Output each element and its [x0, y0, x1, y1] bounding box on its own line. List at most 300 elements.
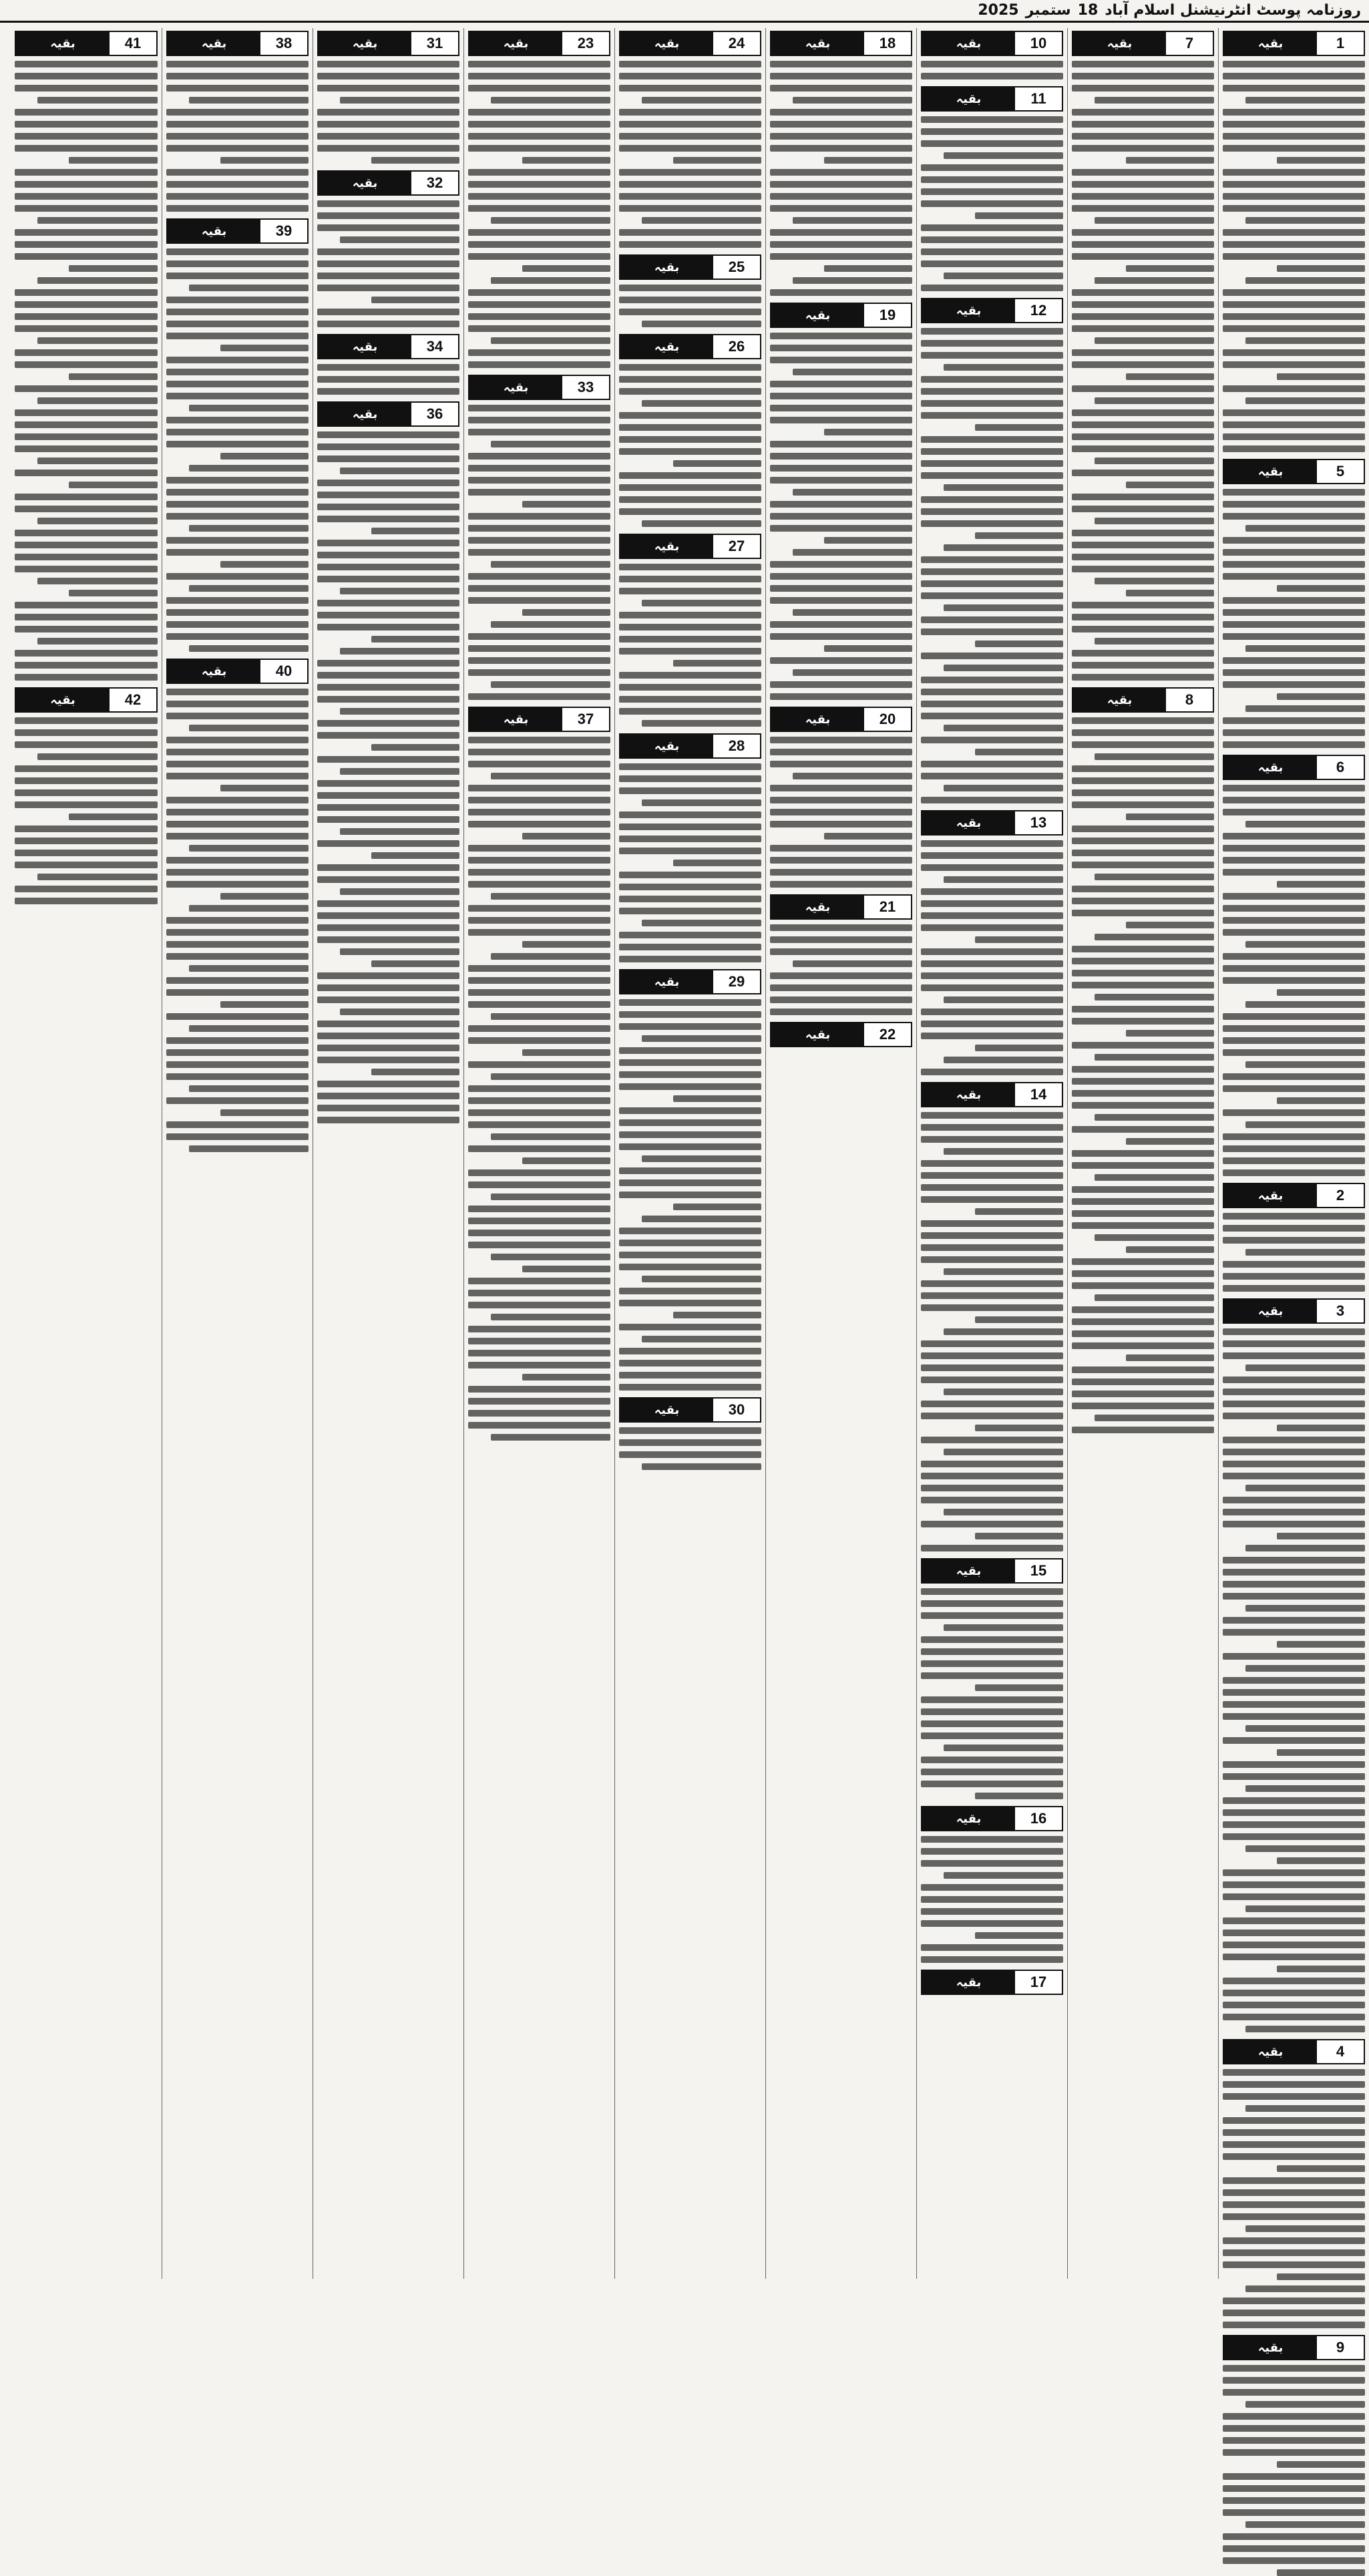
- continuation-block: [1223, 752, 1365, 1176]
- text-line: [1072, 1042, 1214, 1049]
- text-line: [468, 1206, 610, 1212]
- text-line: [37, 753, 158, 760]
- column-7: [313, 28, 463, 2279]
- text-line: [1223, 1413, 1365, 1419]
- continuation-label: بقیہ: [168, 220, 260, 242]
- text-line: [1277, 1966, 1365, 1972]
- text-line: [770, 681, 912, 688]
- text-line: [1223, 1389, 1365, 1395]
- text-line: [619, 1083, 761, 1090]
- text-line: [619, 1240, 761, 1246]
- text-line: [619, 241, 761, 248]
- text-line: [1223, 893, 1365, 900]
- article-text: [921, 1833, 1063, 1963]
- text-line: [522, 1266, 610, 1272]
- continuation-header: [1223, 459, 1365, 484]
- text-line: [944, 1148, 1063, 1155]
- text-line: [619, 612, 761, 618]
- text-line: [619, 484, 761, 491]
- text-line: [1223, 1497, 1365, 1503]
- continuation-number: 31: [411, 32, 458, 55]
- continuation-number: 3: [1317, 1300, 1364, 1322]
- text-line: [1126, 1138, 1214, 1145]
- text-line: [619, 1360, 761, 1366]
- text-line: [921, 1836, 1063, 1843]
- text-line: [166, 145, 309, 152]
- continuation-label: بقیہ: [620, 970, 713, 993]
- text-line: [15, 253, 158, 260]
- text-line: [491, 337, 610, 344]
- text-line: [944, 1624, 1063, 1631]
- text-line: [770, 573, 912, 580]
- text-line: [468, 549, 610, 556]
- text-line: [1126, 922, 1214, 928]
- text-line: [468, 429, 610, 435]
- text-line: [468, 205, 610, 212]
- continuation-block: [468, 28, 610, 368]
- text-line: [619, 1023, 761, 1030]
- text-line: [921, 984, 1063, 991]
- text-line: [1223, 977, 1365, 984]
- text-line: [468, 1422, 610, 1429]
- text-line: [1223, 85, 1365, 91]
- text-line: [1072, 445, 1214, 452]
- text-line: [1072, 602, 1214, 608]
- text-line: [1223, 633, 1365, 640]
- text-line: [944, 1328, 1063, 1335]
- text-line: [921, 1244, 1063, 1251]
- text-line: [921, 1292, 1063, 1299]
- text-line: [1095, 1174, 1214, 1181]
- text-line: [921, 580, 1063, 587]
- article-text: [619, 761, 761, 962]
- text-line: [340, 468, 459, 474]
- text-line: [619, 848, 761, 854]
- continuation-label: بقیہ: [771, 896, 864, 918]
- text-line: [1072, 982, 1214, 988]
- text-line: [1072, 1306, 1214, 1313]
- text-line: [944, 876, 1063, 883]
- text-line: [1072, 1186, 1214, 1193]
- text-line: [220, 1001, 309, 1008]
- text-line: [491, 561, 610, 568]
- text-line: [921, 352, 1063, 359]
- text-line: [921, 1220, 1063, 1227]
- text-line: [921, 1545, 1063, 1551]
- text-line: [673, 1204, 761, 1210]
- continuation-number: 7: [1166, 32, 1213, 55]
- text-line: [166, 369, 309, 375]
- text-line: [166, 309, 309, 315]
- text-line: [1072, 674, 1214, 681]
- text-line: [317, 109, 459, 116]
- continuation-header: [317, 31, 459, 56]
- text-line: [317, 1093, 459, 1099]
- continuation-header: [619, 733, 761, 759]
- article-text: [1223, 2066, 1365, 2328]
- text-line: [468, 1230, 610, 1236]
- text-line: [1223, 61, 1365, 67]
- text-line: [189, 645, 309, 652]
- text-line: [1223, 73, 1365, 79]
- text-line: [1277, 157, 1365, 164]
- text-line: [522, 941, 610, 948]
- continuation-block: [166, 656, 309, 1152]
- text-line: [619, 1047, 761, 1054]
- text-line: [166, 609, 309, 616]
- text-line: [1095, 1415, 1214, 1421]
- text-line: [770, 585, 912, 592]
- continuation-label: بقیہ: [922, 1971, 1015, 1994]
- text-line: [921, 140, 1063, 147]
- text-line: [1223, 1449, 1365, 1455]
- text-line: [793, 489, 912, 496]
- text-line: [619, 836, 761, 842]
- text-line: [619, 1167, 761, 1174]
- text-line: [1072, 506, 1214, 512]
- article-text: [1072, 715, 1214, 1433]
- text-line: [468, 133, 610, 140]
- text-line: [37, 397, 158, 404]
- text-line: [1223, 2449, 1365, 2456]
- text-line: [944, 1268, 1063, 1275]
- text-line: [793, 609, 912, 616]
- text-line: [921, 164, 1063, 171]
- text-line: [1223, 1273, 1365, 1280]
- text-line: [921, 1521, 1063, 1527]
- text-line: [921, 1008, 1063, 1015]
- text-line: [317, 1117, 459, 1123]
- text-line: [619, 436, 761, 443]
- text-line: [1223, 513, 1365, 520]
- text-line: [619, 823, 761, 830]
- text-line: [944, 604, 1063, 611]
- text-line: [1223, 2081, 1365, 2088]
- continuation-number: 22: [864, 1023, 911, 1046]
- text-line: [468, 325, 610, 332]
- text-line: [770, 737, 912, 743]
- text-line: [15, 470, 158, 476]
- text-line: [1072, 1210, 1214, 1217]
- continuation-block: [166, 216, 309, 652]
- continuation-header: [468, 31, 610, 56]
- text-line: [468, 645, 610, 652]
- text-line: [166, 393, 309, 399]
- text-line: [69, 157, 158, 164]
- text-line: [1245, 337, 1365, 344]
- continuation-number: 10: [1015, 32, 1062, 55]
- text-line: [921, 412, 1063, 419]
- text-line: [1245, 705, 1365, 712]
- text-line: [1223, 573, 1365, 580]
- text-line: [1223, 1893, 1365, 1900]
- text-line: [468, 513, 610, 520]
- text-line: [317, 455, 459, 462]
- text-line: [166, 1073, 309, 1080]
- text-line: [642, 1463, 761, 1470]
- text-line: [317, 876, 459, 883]
- text-line: [1095, 1294, 1214, 1301]
- text-line: [220, 345, 309, 351]
- continuation-header: [770, 1022, 912, 1047]
- text-line: [1245, 2225, 1365, 2232]
- text-line: [1223, 1521, 1365, 1527]
- article-text: [1223, 782, 1365, 1176]
- text-line: [619, 285, 761, 291]
- text-line: [1072, 825, 1214, 832]
- text-line: [15, 506, 158, 512]
- text-line: [1245, 941, 1365, 948]
- text-line: [1223, 205, 1365, 212]
- text-line: [770, 229, 912, 236]
- text-line: [770, 881, 912, 888]
- text-line: [921, 400, 1063, 407]
- text-line: [1072, 313, 1214, 320]
- text-line: [522, 833, 610, 840]
- text-line: [1072, 910, 1214, 916]
- continuation-number: 25: [713, 256, 760, 279]
- text-line: [1223, 109, 1365, 116]
- text-line: [944, 1057, 1063, 1063]
- text-line: [468, 1085, 610, 1092]
- text-line: [619, 999, 761, 1006]
- masthead-paper: روزنامہ پوسٹ انٹرنیشنل اسلام آباد: [1105, 2, 1361, 19]
- text-line: [770, 61, 912, 67]
- text-line: [491, 621, 610, 628]
- text-line: [1072, 361, 1214, 368]
- text-line: [166, 633, 309, 640]
- continuation-header: [770, 303, 912, 328]
- continuation-header: [468, 707, 610, 732]
- text-line: [1223, 489, 1365, 496]
- text-line: [15, 530, 158, 536]
- text-line: [15, 862, 158, 868]
- text-line: [921, 1884, 1063, 1891]
- text-line: [619, 576, 761, 582]
- text-line: [1245, 97, 1365, 104]
- text-line: [619, 109, 761, 116]
- text-line: [921, 1636, 1063, 1643]
- text-line: [166, 549, 309, 556]
- text-line: [619, 297, 761, 303]
- text-line: [921, 900, 1063, 907]
- text-line: [69, 482, 158, 488]
- continuation-number: 2: [1317, 1184, 1364, 1207]
- text-line: [371, 528, 459, 534]
- text-line: [921, 948, 1063, 955]
- text-line: [166, 85, 309, 91]
- continuation-number: 40: [260, 660, 307, 683]
- text-line: [1245, 2105, 1365, 2112]
- text-line: [1072, 109, 1214, 116]
- text-line: [317, 612, 459, 618]
- text-line: [468, 1326, 610, 1332]
- text-line: [1223, 1629, 1365, 1636]
- text-line: [619, 811, 761, 818]
- text-line: [1223, 537, 1365, 544]
- text-line: [371, 852, 459, 859]
- text-line: [921, 1497, 1063, 1503]
- text-line: [317, 388, 459, 395]
- text-line: [944, 785, 1063, 791]
- text-line: [317, 732, 459, 739]
- text-line: [317, 684, 459, 691]
- text-line: [317, 285, 459, 291]
- text-line: [166, 597, 309, 604]
- text-line: [1223, 2377, 1365, 2384]
- text-line: [619, 908, 761, 914]
- text-line: [1223, 1049, 1365, 1056]
- text-line: [468, 737, 610, 743]
- text-line: [824, 265, 912, 272]
- text-line: [770, 133, 912, 140]
- text-line: [522, 1049, 610, 1056]
- continuation-label: بقیہ: [620, 535, 713, 558]
- text-line: [921, 285, 1063, 291]
- column-5: [614, 28, 765, 2279]
- text-line: [166, 417, 309, 423]
- text-line: [642, 1276, 761, 1282]
- text-line: [770, 501, 912, 508]
- continuation-label: بقیہ: [168, 660, 260, 683]
- text-line: [468, 1037, 610, 1044]
- text-line: [921, 1340, 1063, 1347]
- text-line: [619, 472, 761, 479]
- text-line: [15, 205, 158, 212]
- text-line: [166, 761, 309, 767]
- text-line: [921, 1232, 1063, 1239]
- text-line: [1223, 657, 1365, 664]
- text-line: [824, 833, 912, 840]
- text-line: [468, 61, 610, 67]
- text-line: [770, 169, 912, 176]
- continuation-label: بقیہ: [319, 335, 411, 358]
- continuation-number: 19: [864, 304, 911, 327]
- continuation-label: بقیہ: [1224, 756, 1317, 779]
- text-line: [1223, 1990, 1365, 1996]
- text-line: [468, 989, 610, 996]
- text-line: [619, 787, 761, 794]
- text-line: [619, 648, 761, 655]
- text-line: [166, 381, 309, 387]
- text-line: [166, 109, 309, 116]
- text-line: [1223, 953, 1365, 960]
- article-text: [468, 734, 610, 1441]
- text-line: [189, 285, 309, 291]
- text-line: [1223, 1954, 1365, 1960]
- text-line: [1223, 2473, 1365, 2480]
- text-line: [1223, 1917, 1365, 1924]
- text-line: [15, 554, 158, 560]
- text-line: [921, 340, 1063, 347]
- text-line: [921, 1956, 1063, 1963]
- text-line: [921, 761, 1063, 767]
- text-line: [921, 1280, 1063, 1287]
- text-line: [1223, 1797, 1365, 1804]
- article-text: [921, 325, 1063, 803]
- text-line: [468, 477, 610, 484]
- text-line: [1095, 578, 1214, 584]
- text-line: [166, 205, 309, 212]
- text-line: [468, 417, 610, 423]
- text-line: [15, 662, 158, 669]
- text-line: [673, 1312, 761, 1318]
- text-line: [468, 121, 610, 128]
- article-text: [1223, 2362, 1365, 2576]
- text-line: [15, 650, 158, 657]
- text-line: [770, 869, 912, 876]
- text-line: [921, 797, 1063, 803]
- text-line: [1072, 729, 1214, 736]
- text-line: [189, 97, 309, 104]
- text-line: [317, 1045, 459, 1051]
- text-line: [317, 321, 459, 327]
- text-line: [921, 1473, 1063, 1479]
- text-line: [220, 893, 309, 900]
- text-line: [1072, 349, 1214, 356]
- text-line: [1072, 1126, 1214, 1133]
- text-line: [37, 578, 158, 584]
- continuation-header: [317, 334, 459, 359]
- article-text: [619, 1425, 761, 1470]
- text-line: [166, 809, 309, 815]
- text-line: [1245, 1121, 1365, 1128]
- text-line: [166, 489, 309, 496]
- text-line: [770, 693, 912, 700]
- continuation-number: 34: [411, 335, 458, 358]
- text-line: [1072, 801, 1214, 808]
- text-line: [468, 845, 610, 852]
- text-line: [1223, 1340, 1365, 1347]
- continuation-header: [317, 170, 459, 196]
- text-line: [468, 1001, 610, 1008]
- text-line: [15, 801, 158, 808]
- text-line: [1277, 1749, 1365, 1756]
- continuation-label: بقیہ: [1224, 1184, 1317, 1207]
- text-line: [642, 97, 761, 104]
- text-line: [317, 804, 459, 811]
- continuation-block: [317, 399, 459, 1123]
- text-line: [37, 874, 158, 880]
- text-line: [770, 845, 912, 852]
- text-line: [317, 272, 459, 279]
- text-line: [1277, 1425, 1365, 1431]
- continuation-number: 17: [1015, 1971, 1062, 1994]
- text-line: [1072, 717, 1214, 724]
- text-line: [1277, 881, 1365, 888]
- text-line: [921, 1437, 1063, 1443]
- continuation-block: [619, 1395, 761, 1470]
- text-line: [770, 73, 912, 79]
- text-line: [673, 660, 761, 667]
- text-line: [15, 789, 158, 796]
- text-line: [921, 888, 1063, 895]
- text-line: [1126, 1354, 1214, 1361]
- text-line: [1126, 157, 1214, 164]
- text-line: [166, 881, 309, 888]
- text-line: [1223, 1557, 1365, 1563]
- text-line: [619, 588, 761, 594]
- text-line: [15, 838, 158, 844]
- article-text: [770, 734, 912, 888]
- text-line: [1072, 409, 1214, 416]
- continuation-number: 20: [864, 708, 911, 731]
- text-line: [1223, 1261, 1365, 1268]
- continuation-number: 16: [1015, 1807, 1062, 1830]
- text-line: [166, 121, 309, 128]
- text-line: [468, 537, 610, 544]
- text-line: [921, 1588, 1063, 1595]
